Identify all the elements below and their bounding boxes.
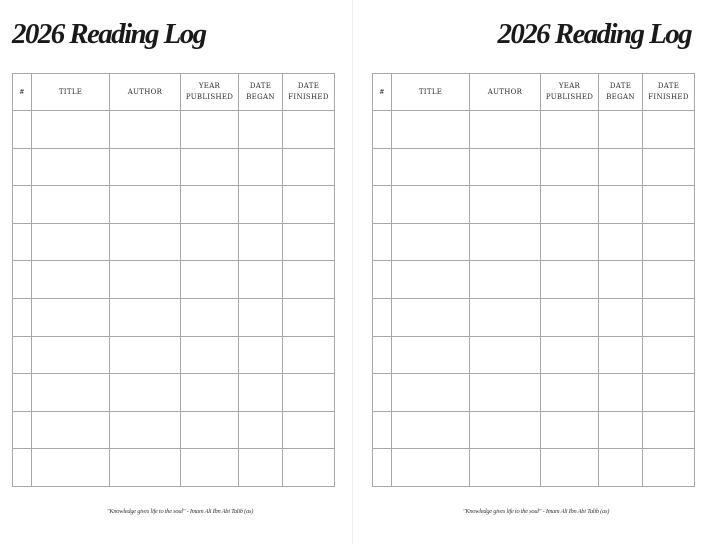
cell-date-began[interactable] (599, 411, 643, 449)
cell-author[interactable] (110, 111, 181, 149)
cell-title[interactable] (392, 186, 470, 224)
cell-year-published[interactable] (181, 261, 239, 299)
cell-number[interactable] (373, 336, 392, 374)
cell-number[interactable] (13, 449, 32, 487)
cell-year-published[interactable] (181, 411, 239, 449)
cell-author[interactable] (110, 449, 181, 487)
cell-date-finished[interactable] (643, 298, 695, 336)
table-row (13, 374, 335, 412)
cell-author[interactable] (470, 223, 541, 261)
cell-author[interactable] (470, 261, 541, 299)
cell-number[interactable] (13, 298, 32, 336)
footer-quote: "Knowledge gives life to the soul" - Imam Ali Ibn Abi Talib (as) (462, 508, 610, 515)
cell-title[interactable] (392, 336, 470, 374)
table-row (13, 336, 335, 374)
cell-date-began[interactable] (599, 111, 643, 149)
table-row (13, 449, 335, 487)
header-number: # (373, 74, 392, 111)
cell-author[interactable] (110, 261, 181, 299)
cell-author[interactable] (110, 336, 181, 374)
cell-number[interactable] (373, 449, 392, 487)
cell-date-finished[interactable] (643, 261, 695, 299)
cell-title[interactable] (392, 449, 470, 487)
cell-year-published[interactable] (541, 449, 599, 487)
cell-year-published[interactable] (541, 298, 599, 336)
cell-number[interactable] (373, 411, 392, 449)
header-title: TITLE (392, 74, 470, 111)
reading-log-table (372, 73, 695, 487)
cell-date-began[interactable] (239, 261, 283, 299)
table-row (13, 186, 335, 224)
cell-date-began[interactable] (239, 374, 283, 412)
cell-author[interactable] (470, 336, 541, 374)
cell-date-began[interactable] (239, 148, 283, 186)
cell-number[interactable] (373, 298, 392, 336)
cell-title[interactable] (392, 111, 470, 149)
header-year-published: YEAR PUBLISHED (181, 74, 239, 111)
cell-year-published[interactable] (181, 186, 239, 224)
cell-date-finished[interactable] (643, 336, 695, 374)
cell-date-began[interactable] (239, 336, 283, 374)
header-author: AUTHOR (470, 74, 541, 111)
cell-date-began[interactable] (239, 223, 283, 261)
cell-date-began[interactable] (599, 261, 643, 299)
cell-date-finished[interactable] (643, 411, 695, 449)
cell-date-finished[interactable] (283, 223, 335, 261)
cell-number[interactable] (13, 336, 32, 374)
cell-year-published[interactable] (181, 148, 239, 186)
page-title: 2026 Reading Log (12, 18, 206, 50)
header-author: AUTHOR (110, 74, 181, 111)
cell-year-published[interactable] (181, 111, 239, 149)
cell-number[interactable] (13, 223, 32, 261)
cell-number[interactable] (373, 148, 392, 186)
cell-date-began[interactable] (239, 449, 283, 487)
cell-year-published[interactable] (541, 186, 599, 224)
cell-author[interactable] (110, 186, 181, 224)
cell-date-finished[interactable] (643, 148, 695, 186)
cell-year-published[interactable] (541, 261, 599, 299)
cell-number[interactable] (13, 374, 32, 412)
cell-number[interactable] (373, 223, 392, 261)
cell-title[interactable] (32, 261, 110, 299)
cell-date-finished[interactable] (283, 298, 335, 336)
cell-author[interactable] (110, 411, 181, 449)
cell-title[interactable] (32, 223, 110, 261)
cell-title[interactable] (32, 336, 110, 374)
cell-author[interactable] (470, 298, 541, 336)
cell-year-published[interactable] (541, 148, 599, 186)
cell-date-finished[interactable] (643, 186, 695, 224)
cell-date-began[interactable] (599, 298, 643, 336)
cell-date-finished[interactable] (643, 111, 695, 149)
footer-quote: "Knowledge gives life to the soul" - Imam Ali Ibn Abi Talib (as) (106, 508, 254, 515)
header-date-began: DATE BEGAN (239, 74, 283, 111)
table-row (13, 148, 335, 186)
cell-number[interactable] (373, 186, 392, 224)
cell-title[interactable] (392, 411, 470, 449)
table-row (13, 411, 335, 449)
table-body (373, 111, 695, 487)
cell-date-finished[interactable] (283, 261, 335, 299)
cell-date-began[interactable] (599, 449, 643, 487)
cell-date-finished[interactable] (643, 374, 695, 412)
header-date-finished: DATE FINISHED (283, 74, 335, 111)
cell-date-finished[interactable] (283, 148, 335, 186)
header-number: # (13, 74, 32, 111)
cell-title[interactable] (392, 148, 470, 186)
cell-year-published[interactable] (541, 411, 599, 449)
right-page (352, 0, 704, 544)
cell-title[interactable] (392, 298, 470, 336)
cell-title[interactable] (392, 261, 470, 299)
table-row (373, 336, 695, 374)
table-row (13, 111, 335, 149)
cell-title[interactable] (32, 449, 110, 487)
table-row (373, 186, 695, 224)
table-row (13, 298, 335, 336)
cell-title[interactable] (32, 298, 110, 336)
table-row (373, 148, 695, 186)
cell-number[interactable] (13, 148, 32, 186)
header-date-began: DATE BEGAN (599, 74, 643, 111)
cell-number[interactable] (13, 111, 32, 149)
cell-date-finished[interactable] (643, 449, 695, 487)
header-date-finished: DATE FINISHED (643, 74, 695, 111)
cell-year-published[interactable] (541, 374, 599, 412)
cell-year-published[interactable] (181, 449, 239, 487)
cell-author[interactable] (110, 223, 181, 261)
cell-date-began[interactable] (599, 148, 643, 186)
cell-date-began[interactable] (599, 374, 643, 412)
cell-title[interactable] (392, 374, 470, 412)
cell-author[interactable] (470, 111, 541, 149)
cell-year-published[interactable] (541, 111, 599, 149)
cell-date-began[interactable] (239, 411, 283, 449)
cell-title[interactable] (32, 111, 110, 149)
cell-author[interactable] (470, 186, 541, 224)
cell-date-finished[interactable] (283, 111, 335, 149)
cell-date-finished[interactable] (283, 374, 335, 412)
table-row (13, 261, 335, 299)
cell-date-finished[interactable] (283, 449, 335, 487)
cell-date-finished[interactable] (283, 411, 335, 449)
table-row (373, 261, 695, 299)
cell-date-began[interactable] (239, 111, 283, 149)
header-title: TITLE (32, 74, 110, 111)
cell-author[interactable] (110, 148, 181, 186)
table-row (373, 411, 695, 449)
cell-number[interactable] (373, 111, 392, 149)
cell-number[interactable] (13, 261, 32, 299)
cell-year-published[interactable] (181, 223, 239, 261)
cell-number[interactable] (13, 411, 32, 449)
cell-date-finished[interactable] (643, 223, 695, 261)
cell-author[interactable] (470, 449, 541, 487)
cell-author[interactable] (110, 374, 181, 412)
cell-date-finished[interactable] (283, 186, 335, 224)
cell-date-began[interactable] (239, 298, 283, 336)
cell-year-published[interactable] (181, 374, 239, 412)
cell-year-published[interactable] (181, 336, 239, 374)
cell-number[interactable] (373, 374, 392, 412)
cell-date-began[interactable] (599, 336, 643, 374)
table-row (373, 298, 695, 336)
table-body (13, 111, 335, 487)
cell-author[interactable] (470, 374, 541, 412)
table-header-row (13, 74, 335, 111)
cell-title[interactable] (32, 148, 110, 186)
cell-year-published[interactable] (541, 336, 599, 374)
table-row (373, 374, 695, 412)
reading-log-table (12, 73, 335, 487)
table-row (373, 223, 695, 261)
cell-date-began[interactable] (599, 223, 643, 261)
cell-author[interactable] (110, 298, 181, 336)
cell-title[interactable] (32, 186, 110, 224)
cell-date-began[interactable] (239, 186, 283, 224)
cell-date-began[interactable] (599, 186, 643, 224)
table-row (373, 449, 695, 487)
cell-author[interactable] (470, 411, 541, 449)
cell-title[interactable] (392, 223, 470, 261)
header-year-published: YEAR PUBLISHED (541, 74, 599, 111)
table-header-row (373, 74, 695, 111)
table-row (13, 223, 335, 261)
table-row (373, 111, 695, 149)
cell-title[interactable] (32, 411, 110, 449)
cell-title[interactable] (32, 374, 110, 412)
cell-year-published[interactable] (541, 223, 599, 261)
cell-number[interactable] (373, 261, 392, 299)
cell-number[interactable] (13, 186, 32, 224)
cell-author[interactable] (470, 148, 541, 186)
page-title: 2026 Reading Log (497, 18, 691, 50)
cell-year-published[interactable] (181, 298, 239, 336)
cell-date-finished[interactable] (283, 336, 335, 374)
